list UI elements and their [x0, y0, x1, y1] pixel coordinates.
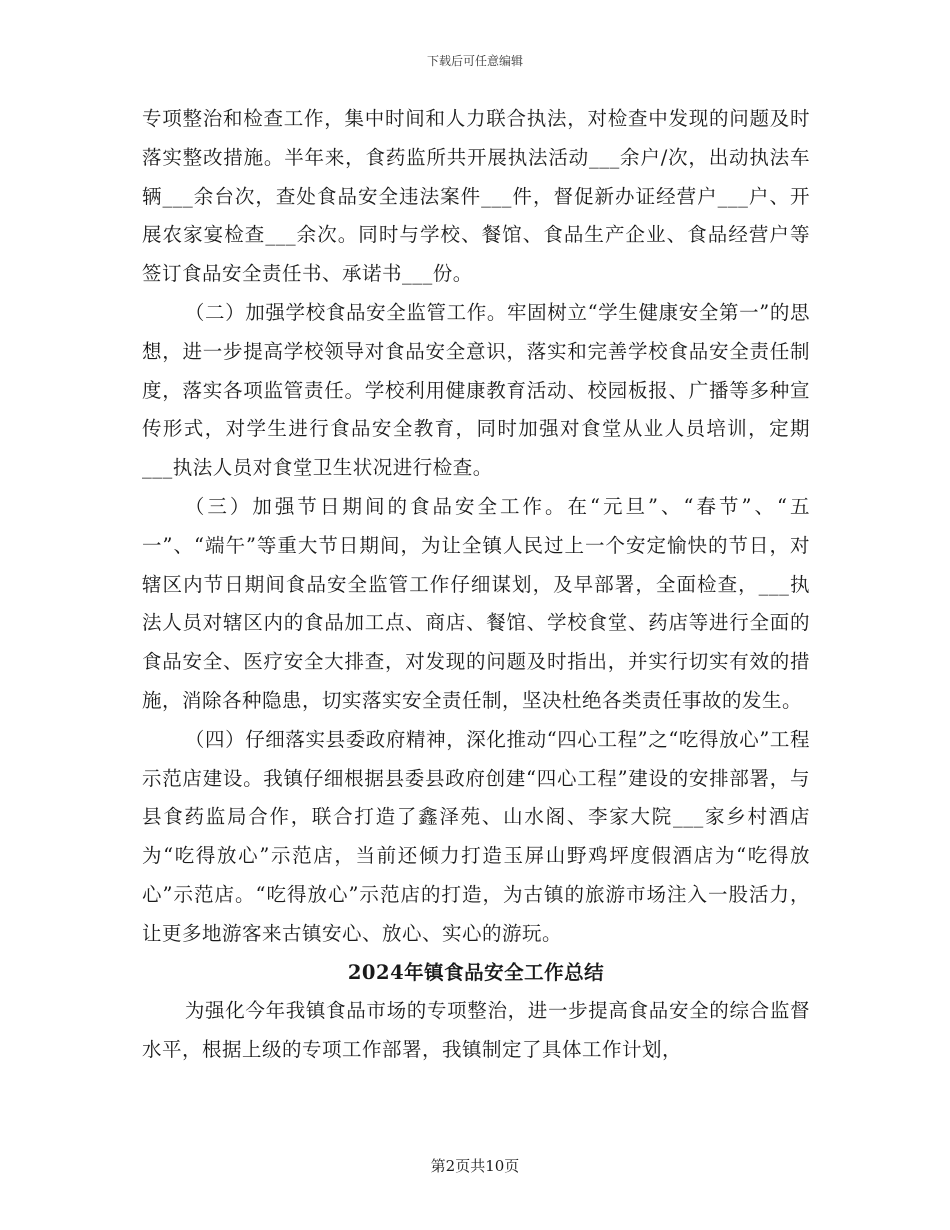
paragraph-summary-intro: 为强化今年我镇食品市场的专项整治，进一步提高食品安全的综合监督水平，根据上级的专项工作部署，我镇制定了具体工作计划， — [142, 999, 810, 1062]
paragraph-school-food-safety: （二）加强学校食品安全监管工作。牢固树立“学生健康安全第一”的思想，进一步提高学校领导对食品安全意识，落实和完善学校食品安全责任制度，落实各项监管责任。学校利用健康教育活动、校园板报、广播等多种宣传形式，对学生进行食品安全教育，同时加强对食堂从业人员培训，定期___执法人员对食堂卫生状况进行检查。 — [142, 300, 810, 480]
page-header-note: 下载后可任意编辑 — [426, 54, 523, 68]
page-number: 第2页共10页 — [430, 1157, 520, 1175]
document-body — [142, 100, 810, 1070]
paragraph-inspection-work: 专项整治和检查工作，集中时间和人力联合执法，对检查中发现的问题及时落实整改措施。半年来，食药监所共开展执法活动___余户/次，出动执法车辆___余台次，查处食品安全违法案件___件，督促新办证经营户___户、开展农家宴检查___余次。同时与学校、餐馆、食品生产企业、食品经营户等签订食品安全责任书、承诺书___份。 — [142, 107, 810, 286]
paragraph-four-heart-project: （四）仔细落实县委政府精神，深化推动“四心工程”之“吃得放心”工程示范店建设。我镇仔细根据县委县政府创建“四心工程”建设的安排部署，与县食药监局合作，联合打造了鑫泽苑、山水阁、李家大院___家乡村酒店为“吃得放心”示范店，当前还倾力打造玉屏山野鸡坪度假酒店为“吃得放心”示范店。“吃得放心”示范店的打造，为古镇的旅游市场注入一股活力，让更多地游客来古镇安心、放心、实心的游玩。 — [142, 727, 810, 945]
paragraph-holiday-food-safety: （三）加强节日期间的食品安全工作。在“元旦”、“春节”、“五一”、“端午”等重大节日期间，为让全镇人民过上一个安定愉快的节日，对辖区内节日期间食品安全监管工作仔细谋划，及早部署，全面检查，___执法人员对辖区内的食品加工点、商店、餐馆、学校食堂、药店等进行全面的食品安全、医疗安全大排查，对发现的问题及时指出，并实行切实有效的措施，消除各种隐患，切实落实安全责任制，坚决杜绝各类责任事故的发生。 — [142, 494, 810, 712]
section-title: 2024年镇食品安全工作总结 — [347, 960, 605, 984]
